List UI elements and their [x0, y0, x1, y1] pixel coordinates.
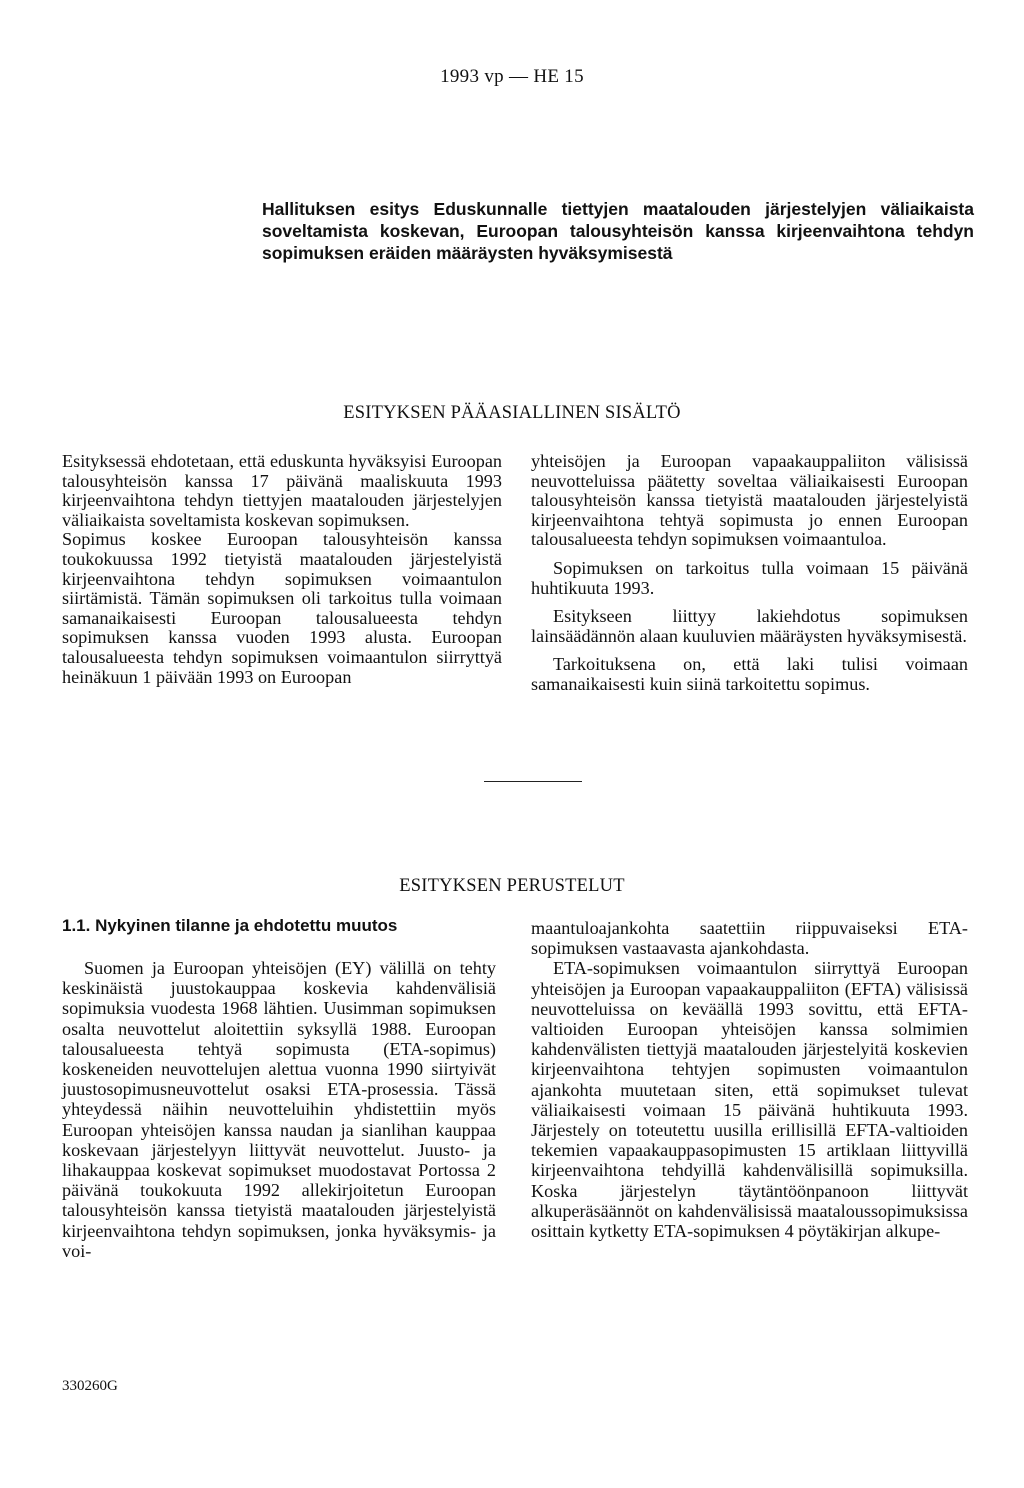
summary-paragraph: Sopimuksen on tarkoitus tulla voimaan 15 päivänä huhtikuuta 1993. — [531, 557, 968, 598]
section-divider — [484, 781, 582, 782]
summary-paragraph: Tarkoituksena on, että laki tulisi voimaan samanaikaisesti kuin siinä tarkoitettu sopimus. — [531, 654, 968, 694]
subsection-heading: 1.1. Nykyinen tilanne ja ehdotettu muutos — [62, 916, 398, 935]
document-code: 330260G — [62, 1378, 118, 1394]
summary-left-column — [62, 452, 502, 687]
summary-paragraph: Sopimus koskee Euroopan talousyhteisön kanssa toukokuussa 1992 tietyistä maatalouden järjestelyistä kirjeenvaihtona tehdyn sopimuksen voimaantulon siirtämistä. Tämän sopimuksen oli tarkoitus tulla voimaan samanaikaisesti Euroopan talousalueesta tehdyn sopimuksen kanssa vuoden 1993 alusta. Euroopan talousalueesta tehdyn sopimuksen voimaantulon siirryttyä heinäkuun 1 päivään 1993 on Euroopan — [62, 529, 502, 687]
summary-right-column — [531, 452, 968, 695]
running-head: 1993 vp — HE 15 — [440, 66, 584, 87]
summary-paragraph: yhteisöjen ja Euroopan vapaakauppaliiton välisissä neuvotteluissa päätetty soveltaa väliaikaisesti Euroopan talousyhteisön kanssa tietyistä maatalouden järjestelyistä kirjeenvaihtona tehtyä sopimusta jo ennen Euroopan talousalueesta tehdyn sopimuksen voimaantuloa. — [531, 451, 968, 550]
summary-paragraph: Esitykseen liittyy lakiehdotus sopimuksen lainsäädännön alaan kuuluvien määräysten hyväksymisestä. — [531, 606, 968, 646]
body-paragraph: Suomen ja Euroopan yhteisöjen (EY) välillä on tehty keskinäistä juustokauppaa koskevia kahdenvälisiä sopimuksia vuodesta 1968 lähtien. Uusimman sopimuksen osalta neuvottelut aloitettiin syksyllä 1988. Euroopan talousalueesta tehtyä sopimusta (ETA-sopimus) koskeneiden neuvottelujen alettua vuonna 1990 siirtyivät juustosopimusneuvottelut osaksi ETA-prosessia. Tässä yhteydessä näihin neuvotteluihin yhdistettiin myös Euroopan yhteisöjen kanssa naudan ja sianlihan kauppaa koskevaan järjestelyyn liittyvät neuvottelut. Juusto- ja lihakauppaa koskevat sopimukset muodostavat Portossa 2 päivänä toukokuuta 1992 allekirjoitetun Euroopan talousyhteisön kanssa tietyistä maatalouden järjestelyistä kirjeenvaihtona tehdyn sopimuksen, jonka hyväksymis- ja voi- — [62, 958, 496, 1261]
body-paragraph: ETA-sopimuksen voimaantulon siirryttyä Euroopan yhteisöjen ja Euroopan vapaakauppaliiton (EFTA) välisissä neuvotteluissa on keväällä 1993 sovittu, että EFTA-valtioiden Euroopan yhteisöjen kanssa solmimien kahdenvälisten tiettyjä maatalouden järjestelyitä koskevien kirjeenvaihtona tehtyjen sopimusten voimaantulon ajankohta muutetaan siten, että sopimukset tulevat väliaikaisesti voimaan 15 päivänä huhtikuuta 1993. Järjestely on toteutettu uusilla erillisillä EFTA-valtioiden tekemien vapaakauppasopimusten 15 artiklaan liittyvillä kirjeenvaihtona tehdyillä kahdenvälisillä sopimuksilla. Koska järjestelyn täytäntöönpanoon liittyvät alkuperäsäännöt on kahdenvälisissä maataloussopimuksissa osittain kytketty ETA-sopimuksen 4 pöytäkirjan alkupe- — [531, 958, 968, 1242]
body-paragraph: maantuloajankohta saatettiin riippuvaiseksi ETA-sopimuksen vastaavasta ajankohdasta. — [531, 918, 968, 959]
document-title: Hallituksen esitys Eduskunnalle tiettyjen maatalouden järjestelyjen väliaikaista soveltamista koskevan, Euroopan talousyhteisön kanssa kirjeenvaihtona tehdyn sopimuksen eräiden määräysten hyväksymisestä — [262, 199, 974, 263]
grounds-right-column — [531, 918, 968, 1241]
summary-paragraph: Esityksessä ehdotetaan, että eduskunta hyväksyisi Euroopan talousyhteisön kanssa 17 päivänä maaliskuuta 1993 kirjeenvaihtona tehdyn tiettyjen maatalouden järjestelyjen väliaikaista soveltamista koskevan sopimuksen. — [62, 451, 502, 530]
summary-heading: ESITYKSEN PÄÄASIALLINEN SISÄLTÖ — [343, 403, 681, 423]
grounds-heading: ESITYKSEN PERUSTELUT — [399, 876, 625, 896]
grounds-left-column — [62, 958, 496, 1261]
